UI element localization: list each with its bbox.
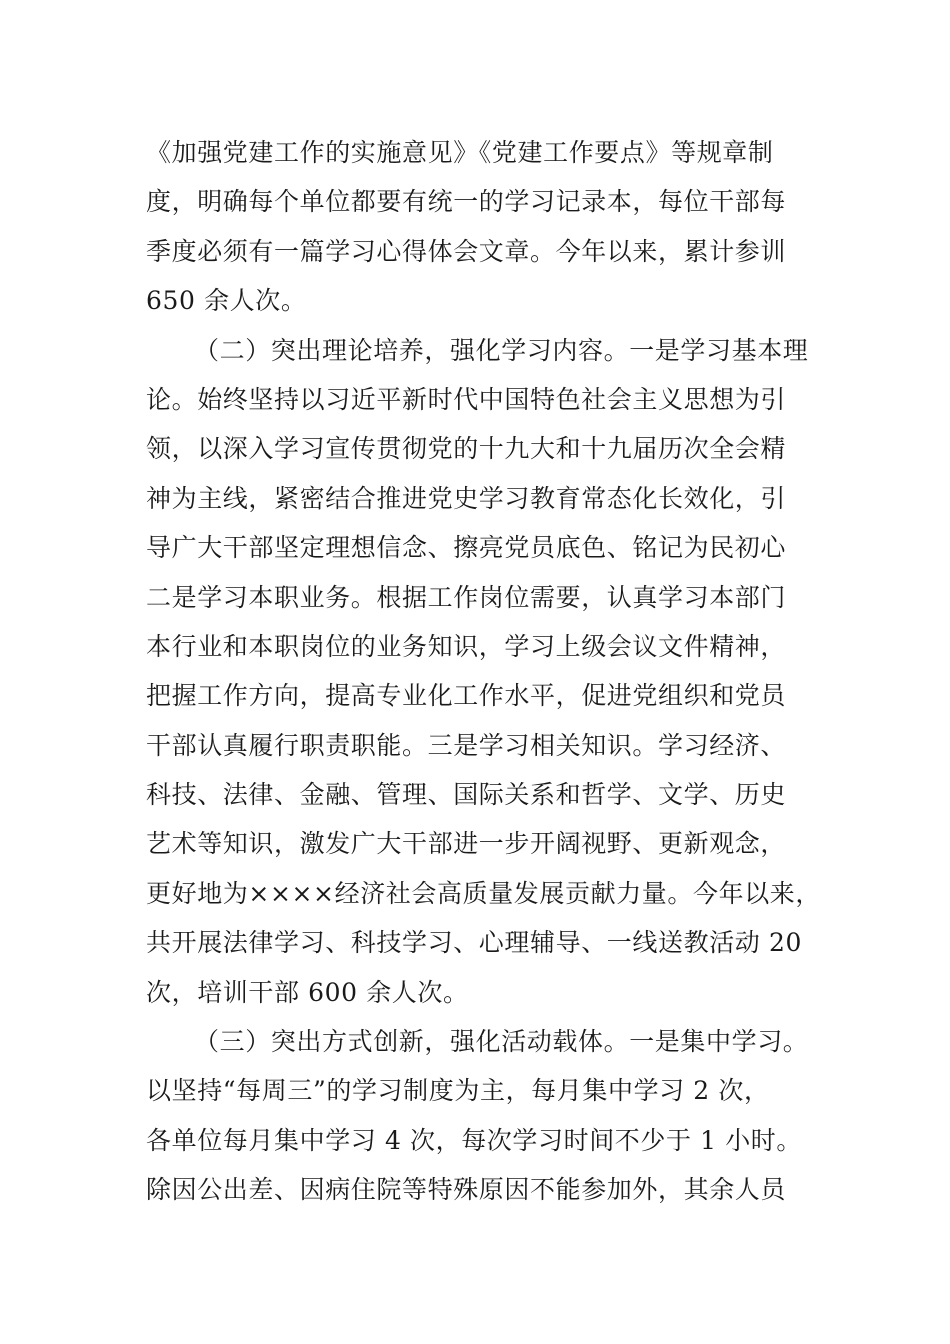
text-line: 艺术等知识，激发广大干部进一步开阔视野、更新观念， bbox=[146, 829, 787, 859]
text-line: 《加强党建工作的实施意见》《党建工作要点》等规章制 bbox=[146, 138, 774, 167]
text-line: 各单位每月集中学习 4 次，每次学习时间不少于 1 小时。 bbox=[146, 1125, 803, 1155]
text-line: 神为主线，紧密结合推进党史学习教育常态化长效化，引 bbox=[146, 483, 787, 513]
text-line: 以坚持“每周三”的学习制度为主，每月集中学习 2 次， bbox=[146, 1076, 770, 1106]
paragraph-start-line: （二）突出理论培养，强化学习内容。一是学习基本理 bbox=[194, 335, 809, 365]
body-text bbox=[146, 128, 826, 1215]
text-line: 论。始终坚持以习近平新时代中国特色社会主义思想为引 bbox=[146, 384, 787, 414]
text-line: 季度必须有一篇学习心得体会文章。今年以来，累计参训 bbox=[146, 236, 787, 266]
text-line: 650 余人次。 bbox=[146, 286, 307, 316]
text-line: 干部认真履行职责职能。三是学习相关知识。学习经济、 bbox=[146, 730, 787, 760]
text-line: 更好地为××××经济社会高质量发展贡献力量。今年以来， bbox=[146, 878, 821, 908]
text-line: 除因公出差、因病住院等特殊原因不能参加外，其余人员 bbox=[146, 1175, 787, 1205]
text-line: 把握工作方向，提高专业化工作水平，促进党组织和党员 bbox=[146, 681, 787, 711]
text-line: 二是学习本职业务。根据工作岗位需要，认真学习本部门 bbox=[146, 582, 787, 612]
text-line: 领，以深入学习宣传贯彻党的十九大和十九届历次全会精 bbox=[146, 434, 787, 464]
text-line: 导广大干部坚定理想信念、擦亮党员底色、铭记为民初心 bbox=[146, 533, 787, 563]
text-line: 次，培训干部 600 余人次。 bbox=[146, 977, 469, 1007]
paragraph-start-line: （三）突出方式创新，强化活动载体。一是集中学习。 bbox=[194, 1027, 809, 1057]
text-line: 科技、法律、金融、管理、国际关系和哲学、文学、历史 bbox=[146, 780, 787, 810]
text-line: 共开展法律学习、科技学习、心理辅导、一线送教活动 20 bbox=[146, 928, 802, 958]
text-line: 本行业和本职岗位的业务知识，学习上级会议文件精神， bbox=[146, 631, 787, 661]
text-line: 度，明确每个单位都要有统一的学习记录本，每位干部每 bbox=[146, 187, 787, 217]
